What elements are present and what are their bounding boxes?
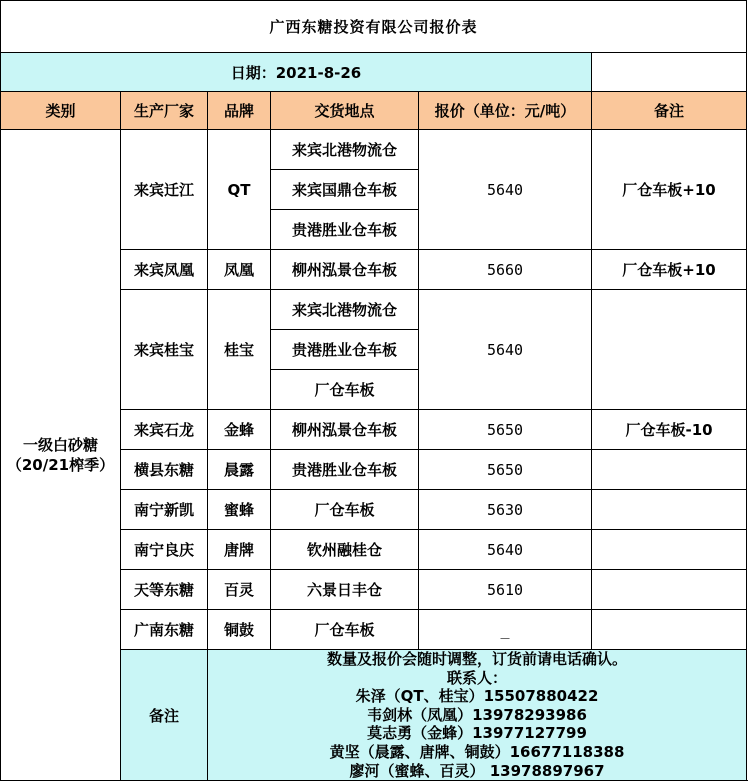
producer-cell: 横县东糖: [121, 450, 208, 490]
brand-cell: 唐牌: [208, 530, 271, 570]
category-season: （20/21榨季）: [6, 456, 115, 475]
brand-cell: QT: [208, 130, 271, 250]
price-cell: 5640: [419, 130, 592, 250]
remarks-line: 联系人：: [447, 668, 508, 687]
header-note: 备注: [592, 92, 747, 130]
contact-line: 朱泽（QT、桂宝）15507880422: [355, 687, 599, 706]
brand-cell: 百灵: [208, 570, 271, 610]
date-side-cell: [592, 53, 747, 92]
brand-cell: 蜜蜂: [208, 490, 271, 530]
brand-cell: 晨露: [208, 450, 271, 490]
producer-cell: 南宁新凯: [121, 490, 208, 530]
delivery-cell: 来宾北港物流仓: [271, 130, 419, 170]
delivery-cell: 来宾国鼎仓车板: [271, 170, 419, 210]
note-cell: [592, 570, 747, 610]
note-cell: [592, 530, 747, 570]
brand-cell: 金蜂: [208, 410, 271, 450]
brand-cell: 桂宝: [208, 290, 271, 410]
producer-cell: 来宾桂宝: [121, 290, 208, 410]
delivery-cell: 厂仓车板: [271, 490, 419, 530]
contact-line: 莫志勇（金蜂）13977127799: [367, 724, 587, 743]
price-cell: 5650: [419, 450, 592, 490]
header-brand: 品牌: [208, 92, 271, 130]
category-name: 一级白砂糖: [22, 436, 98, 455]
contact-line: 廖河（蜜蜂、百灵） 13978897967: [349, 761, 605, 780]
delivery-cell: 贵港胜业仓车板: [271, 330, 419, 370]
producer-cell: 来宾石龙: [121, 410, 208, 450]
price-cell: 5650: [419, 410, 592, 450]
delivery-cell: 厂仓车板: [271, 610, 419, 650]
note-cell: 厂仓车板+10: [592, 130, 747, 250]
producer-cell: 来宾凤凰: [121, 250, 208, 290]
header-producer: 生产厂家: [121, 92, 208, 130]
price-cell: 5630: [419, 490, 592, 530]
category-cell: [1, 130, 121, 781]
note-cell: [592, 450, 747, 490]
contact-line: 黄坚（晨露、唐牌、铜鼓）16677118388: [329, 742, 625, 761]
header-delivery: 交货地点: [271, 92, 419, 130]
brand-cell: 铜鼓: [208, 610, 271, 650]
note-cell: [592, 290, 747, 410]
note-cell: 厂仓车板+10: [592, 250, 747, 290]
contact-line: 韦剑林（凤凰）13978293986: [367, 705, 587, 724]
price-cell: 5660: [419, 250, 592, 290]
delivery-cell: 钦州融桂仓: [271, 530, 419, 570]
remarks-label: 备注: [121, 650, 208, 781]
delivery-cell: 贵港胜业仓车板: [271, 450, 419, 490]
date-cell: 日期：2021-8-26: [1, 53, 592, 92]
note-cell: 厂仓车板-10: [592, 410, 747, 450]
delivery-cell: 厂仓车板: [271, 370, 419, 410]
producer-cell: 天等东糖: [121, 570, 208, 610]
remarks-body: [208, 650, 747, 781]
brand-cell: 凤凰: [208, 250, 271, 290]
delivery-cell: 柳州泓景仓车板: [271, 410, 419, 450]
price-cell: 5610: [419, 570, 592, 610]
producer-cell: 广南东糖: [121, 610, 208, 650]
delivery-cell: 来宾北港物流仓: [271, 290, 419, 330]
header-price: 报价（单位：元/吨）: [419, 92, 592, 130]
note-cell: [592, 610, 747, 650]
producer-cell: 来宾迁江: [121, 130, 208, 250]
delivery-cell: 柳州泓景仓车板: [271, 250, 419, 290]
delivery-cell: 六景日丰仓: [271, 570, 419, 610]
note-cell: [592, 490, 747, 530]
producer-cell: 南宁良庆: [121, 530, 208, 570]
remarks-line: 数量及报价会随时调整，订货前请电话确认。: [327, 650, 628, 668]
price-cell: 5640: [419, 530, 592, 570]
page-title: 广西东糖投资有限公司报价表: [1, 1, 747, 53]
delivery-cell: 贵港胜业仓车板: [271, 210, 419, 250]
price-cell: 5640: [419, 290, 592, 410]
price-cell: _: [419, 610, 592, 650]
header-category: 类别: [1, 92, 121, 130]
